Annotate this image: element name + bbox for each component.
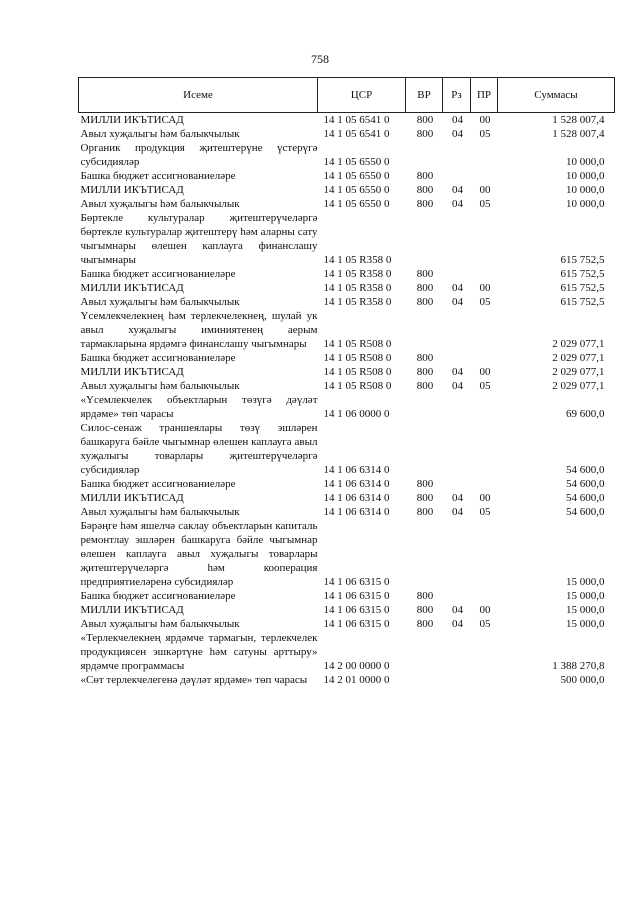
cell-rz: 04	[452, 128, 463, 140]
cell-pr: 05	[479, 128, 491, 140]
table-header	[79, 78, 615, 113]
cell-rz	[443, 393, 471, 421]
table-row	[79, 113, 615, 128]
cell-vr: 800	[416, 506, 434, 518]
cell-sum: 10 000,0	[566, 198, 605, 210]
cell-rz: 04	[452, 492, 463, 504]
cell-name: Силос-сенаж траншеялары төзү эшләрен башкаруга бәйле чыгымнар өлешен каплауга авыл хуҗалыгы товарлары җитештерүчеләргә субсидияләр	[80, 422, 318, 476]
cell-sum: 15 000,0	[566, 618, 605, 630]
cell-rz	[443, 631, 471, 673]
cell-name: «Сөт терлекчелегенә дәүләт ярдәме» төп чарасы	[80, 674, 308, 686]
cell-name: Башка бюджет ассигнованиеләре	[80, 478, 236, 490]
cell-sum: 1 388 270,8	[552, 660, 605, 672]
cell-name: Авыл хуҗалыгы һәм балыкчылык	[80, 296, 240, 308]
cell-name: Авыл хуҗалыгы һәм балыкчылык	[80, 618, 240, 630]
cell-sum: 54 600,0	[566, 492, 605, 504]
cell-csr: 14 1 05 6541 0	[323, 114, 390, 126]
cell-pr: 00	[479, 604, 491, 616]
cell-rz: 04	[452, 618, 463, 630]
table-row	[79, 309, 615, 351]
cell-rz	[443, 519, 471, 589]
budget-table	[78, 77, 615, 687]
cell-pr: 05	[479, 296, 491, 308]
cell-name: Бәрәңге һәм яшелчә саклау объектларын капиталь ремонтлау эшләрен башкаруга бәйле чыгымнар өлешен каплауга авыл хуҗалыгы товарлары җитештерүчеләргә һәм кооперация предприятиеләренә субсидияләр	[80, 520, 318, 588]
cell-csr: 14 1 06 6314 0	[323, 464, 390, 476]
table-row	[79, 631, 615, 673]
table-row	[79, 127, 615, 141]
cell-vr: 800	[416, 198, 434, 210]
cell-name: МИЛЛИ ИКЪТИСАД	[80, 114, 184, 126]
cell-name: Органик продукция җитештерүне үстерүгә субсидияләр	[80, 142, 318, 168]
cell-csr: 14 1 06 6315 0	[323, 576, 390, 588]
cell-rz: 04	[452, 604, 463, 616]
cell-sum: 15 000,0	[566, 590, 605, 602]
table-row	[79, 393, 615, 421]
cell-pr	[471, 141, 498, 169]
cell-name: Авыл хуҗалыгы һәм балыкчылык	[80, 198, 240, 210]
cell-csr: 14 2 00 0000 0	[323, 660, 390, 672]
cell-vr: 800	[416, 184, 434, 196]
table-row	[79, 211, 615, 267]
cell-name: МИЛЛИ ИКЪТИСАД	[80, 604, 184, 616]
table-row	[79, 281, 615, 295]
cell-pr	[471, 267, 498, 281]
cell-pr	[471, 477, 498, 491]
cell-csr: 14 1 06 6314 0	[323, 492, 390, 504]
cell-rz	[443, 211, 471, 267]
cell-pr	[471, 309, 498, 351]
cell-vr: 800	[416, 478, 434, 490]
cell-sum: 615 752,5	[560, 268, 605, 280]
cell-vr: 800	[416, 618, 434, 630]
cell-sum: 2 029 077,1	[552, 338, 605, 350]
cell-rz: 04	[452, 282, 463, 294]
cell-rz	[443, 421, 471, 477]
cell-csr: 14 1 05 6550 0	[323, 170, 390, 182]
table-row	[79, 267, 615, 281]
cell-pr: 00	[479, 184, 491, 196]
header-pr: ПР	[471, 78, 498, 113]
table-row	[79, 589, 615, 603]
cell-pr: 05	[479, 506, 491, 518]
cell-rz	[443, 351, 471, 365]
cell-vr: 800	[416, 492, 434, 504]
cell-name: Авыл хуҗалыгы һәм балыкчылык	[80, 128, 240, 140]
cell-sum: 1 528 007,4	[552, 128, 605, 140]
table-row	[79, 197, 615, 211]
cell-sum: 1 528 007,4	[552, 114, 605, 126]
table-row	[79, 365, 615, 379]
cell-vr	[406, 393, 443, 421]
cell-vr: 800	[416, 268, 434, 280]
cell-sum: 2 029 077,1	[552, 380, 605, 392]
cell-rz	[443, 589, 471, 603]
cell-pr: 00	[479, 492, 491, 504]
cell-rz	[443, 267, 471, 281]
cell-sum: 2 029 077,1	[552, 352, 605, 364]
cell-sum: 15 000,0	[566, 576, 605, 588]
cell-rz: 04	[452, 114, 463, 126]
table-row	[79, 519, 615, 589]
cell-vr: 800	[416, 604, 434, 616]
cell-name: МИЛЛИ ИКЪТИСАД	[80, 366, 184, 378]
cell-csr: 14 1 05 R508 0	[323, 338, 392, 350]
cell-csr: 14 1 05 R358 0	[323, 282, 392, 294]
cell-sum: 69 600,0	[566, 408, 605, 420]
cell-vr	[406, 673, 443, 687]
cell-sum: 615 752,5	[560, 282, 605, 294]
cell-name: МИЛЛИ ИКЪТИСАД	[80, 282, 184, 294]
cell-csr: 14 1 05 6550 0	[323, 198, 390, 210]
cell-pr	[471, 211, 498, 267]
header-csr: ЦСР	[318, 78, 406, 113]
cell-csr: 14 1 05 6550 0	[323, 156, 390, 168]
cell-pr: 00	[479, 366, 491, 378]
cell-name: МИЛЛИ ИКЪТИСАД	[80, 184, 184, 196]
cell-sum: 615 752,5	[560, 254, 605, 266]
cell-vr	[406, 421, 443, 477]
cell-sum: 10 000,0	[566, 170, 605, 182]
cell-csr: 14 1 05 R508 0	[323, 380, 392, 392]
cell-vr: 800	[416, 380, 434, 392]
cell-csr: 14 1 05 R508 0	[323, 366, 392, 378]
cell-pr: 05	[479, 618, 491, 630]
cell-csr: 14 1 05 R358 0	[323, 254, 392, 266]
table-row	[79, 379, 615, 393]
cell-csr: 14 1 06 6315 0	[323, 590, 390, 602]
cell-vr	[406, 631, 443, 673]
cell-vr: 800	[416, 590, 434, 602]
header-name: Исеме	[79, 78, 318, 113]
header-vr: ВР	[406, 78, 443, 113]
cell-rz	[443, 477, 471, 491]
cell-csr: 14 1 06 6315 0	[323, 618, 390, 630]
cell-rz: 04	[452, 198, 463, 210]
cell-csr: 14 1 06 6314 0	[323, 478, 390, 490]
table-row	[79, 505, 615, 519]
table-body	[79, 113, 615, 688]
cell-rz: 04	[452, 506, 463, 518]
cell-name: «Үсемлекчелек объектларын төзүгә дәүләт ярдәме» төп чарасы	[80, 394, 318, 420]
table-row	[79, 169, 615, 183]
cell-vr: 800	[416, 170, 434, 182]
header-sum: Суммасы	[498, 78, 615, 113]
cell-csr: 14 1 05 6541 0	[323, 128, 390, 140]
cell-rz	[443, 309, 471, 351]
cell-pr	[471, 519, 498, 589]
cell-name: Авыл хуҗалыгы һәм балыкчылык	[80, 380, 240, 392]
cell-vr: 800	[416, 114, 434, 126]
cell-sum: 15 000,0	[566, 604, 605, 616]
table-row	[79, 295, 615, 309]
cell-pr: 05	[479, 380, 491, 392]
cell-pr: 00	[479, 282, 491, 294]
cell-vr: 800	[416, 296, 434, 308]
cell-name: «Терлекчелекнең ярдәмче тармагын, терлекчелек продукциясен эшкәртүне һәм сатуны арттыру» ярдәмче программасы	[80, 632, 318, 672]
cell-pr	[471, 169, 498, 183]
cell-pr	[471, 351, 498, 365]
cell-sum: 500 000,0	[560, 674, 605, 686]
cell-pr: 05	[479, 198, 491, 210]
cell-csr: 14 1 05 6550 0	[323, 184, 390, 196]
cell-name: МИЛЛИ ИКЪТИСАД	[80, 492, 184, 504]
cell-csr: 14 1 06 0000 0	[323, 408, 390, 420]
table-row	[79, 673, 615, 687]
cell-pr	[471, 421, 498, 477]
cell-vr	[406, 519, 443, 589]
cell-vr	[406, 211, 443, 267]
page-number: 758	[311, 52, 329, 66]
cell-vr: 800	[416, 366, 434, 378]
cell-csr: 14 1 06 6315 0	[323, 604, 390, 616]
header-rz: Рз	[443, 78, 471, 113]
table-row	[79, 491, 615, 505]
cell-csr: 14 1 05 R358 0	[323, 296, 392, 308]
cell-name: Башка бюджет ассигнованиеләре	[80, 170, 236, 182]
cell-pr	[471, 631, 498, 673]
cell-rz	[443, 673, 471, 687]
cell-sum: 615 752,5	[560, 296, 605, 308]
cell-vr: 800	[416, 282, 434, 294]
cell-csr: 14 1 06 6314 0	[323, 506, 390, 518]
cell-name: Үсемлекчелекнең һәм терлекчелекнең, шулай ук авыл хуҗалыгы иминиятенең аерым тармакларына ярдәмгә финанслашу чыгымнары	[80, 310, 318, 350]
table-row	[79, 351, 615, 365]
cell-csr: 14 2 01 0000 0	[323, 674, 390, 686]
cell-name: Башка бюджет ассигнованиеләре	[80, 352, 236, 364]
cell-rz: 04	[452, 296, 463, 308]
cell-sum: 54 600,0	[566, 464, 605, 476]
cell-csr: 14 1 05 R358 0	[323, 268, 392, 280]
cell-name: Башка бюджет ассигнованиеләре	[80, 590, 236, 602]
table-row	[79, 183, 615, 197]
cell-name: Бөртекле культуралар җитештерүчеләргә бөртекле культуралар җитештерү һәм аларны сату чыгымнары өлешен каплауга финанслашу чыгымнары	[80, 212, 318, 266]
cell-pr	[471, 589, 498, 603]
cell-rz	[443, 141, 471, 169]
table-row	[79, 617, 615, 631]
cell-rz	[443, 169, 471, 183]
cell-pr	[471, 393, 498, 421]
cell-rz: 04	[452, 366, 463, 378]
cell-name: Башка бюджет ассигнованиеләре	[80, 268, 236, 280]
cell-csr: 14 1 05 R508 0	[323, 352, 392, 364]
cell-vr: 800	[416, 128, 434, 140]
cell-vr: 800	[416, 352, 434, 364]
cell-vr	[406, 141, 443, 169]
table-row	[79, 477, 615, 491]
cell-sum: 10 000,0	[566, 156, 605, 168]
cell-pr: 00	[479, 114, 491, 126]
cell-name: Авыл хуҗалыгы һәм балыкчылык	[80, 506, 240, 518]
table-row	[79, 603, 615, 617]
cell-sum: 54 600,0	[566, 506, 605, 518]
cell-pr	[471, 673, 498, 687]
cell-sum: 10 000,0	[566, 184, 605, 196]
cell-vr	[406, 309, 443, 351]
cell-rz: 04	[452, 380, 463, 392]
table-row	[79, 421, 615, 477]
cell-sum: 2 029 077,1	[552, 366, 605, 378]
cell-sum: 54 600,0	[566, 478, 605, 490]
table-row	[79, 141, 615, 169]
cell-rz: 04	[452, 184, 463, 196]
